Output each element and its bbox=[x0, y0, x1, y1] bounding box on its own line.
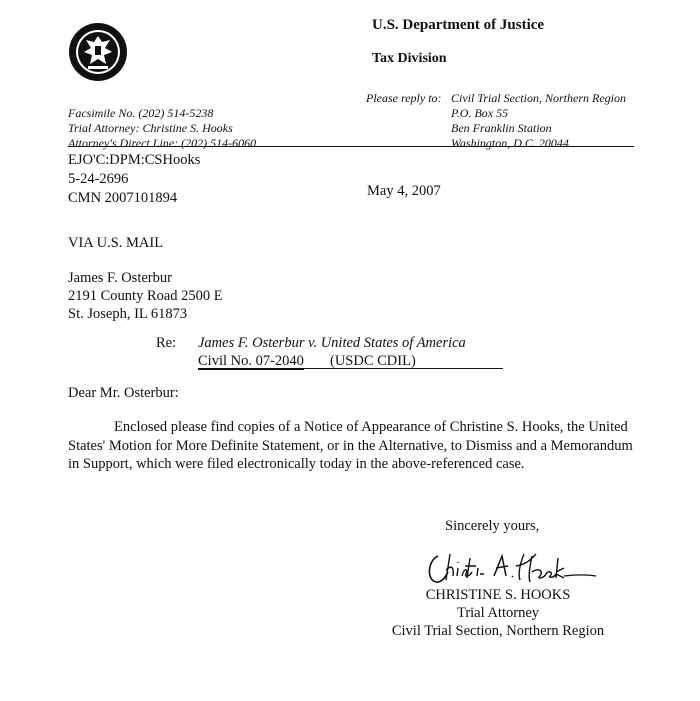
delivery-method: VIA U.S. MAIL bbox=[68, 235, 164, 251]
reference-line: 5-24-2696 bbox=[68, 171, 129, 187]
letterhead-divider bbox=[68, 146, 634, 147]
salutation: Dear Mr. Osterbur: bbox=[68, 385, 179, 401]
division-name: Tax Division bbox=[372, 51, 447, 66]
civil-number-text: Civil No. 07-2040 bbox=[198, 353, 304, 369]
letter-body: Enclosed please find copies of a Notice of Appearance of Christine S. Hooks, the United States' Motion for More Definite Statement, or in the Alternative, to Dismiss and a Memorandum in Support, which were filed electronically today in the above-referenced case. bbox=[68, 419, 633, 472]
reference-codes bbox=[68, 151, 200, 208]
recipient-line: St. Joseph, IL 61873 bbox=[68, 306, 188, 322]
recipient-address bbox=[68, 269, 223, 323]
reply-to-line: Washington, D.C. 20044 bbox=[451, 136, 569, 150]
department-name: U.S. Department of Justice bbox=[372, 17, 545, 33]
re-underline bbox=[198, 368, 503, 369]
reference-line: CMN 2007101894 bbox=[68, 190, 178, 206]
signer-section: Civil Trial Section, Northern Region bbox=[391, 623, 605, 639]
reply-to-line: Ben Franklin Station bbox=[451, 121, 552, 135]
contact-block bbox=[68, 106, 256, 151]
re-label: Re: bbox=[156, 335, 177, 351]
letter-date: May 4, 2007 bbox=[367, 183, 441, 199]
signer-title: Trial Attorney bbox=[456, 605, 540, 621]
reference-line: EJO'C:DPM:CSHooks bbox=[68, 152, 201, 168]
doj-seal-logo bbox=[68, 22, 128, 82]
reply-to-line: Civil Trial Section, Northern Region bbox=[451, 91, 626, 105]
direct-line: Attorney's Direct Line: (202) 514-6060 bbox=[68, 136, 257, 150]
re-court: (USDC CDIL) bbox=[330, 353, 416, 369]
signer-name: CHRISTINE S. HOOKS bbox=[425, 587, 571, 603]
facsimile-number: Facsimile No. (202) 514-5238 bbox=[68, 106, 214, 120]
recipient-line: 2191 County Road 2500 E bbox=[68, 288, 223, 304]
trial-attorney: Trial Attorney: Christine S. Hooks bbox=[68, 121, 233, 135]
re-case-name: James F. Osterbur v. United States of America bbox=[198, 335, 466, 351]
handwritten-signature bbox=[420, 546, 600, 590]
reply-to-label: Please reply to: bbox=[366, 91, 442, 105]
reply-to-line: P.O. Box 55 bbox=[451, 106, 509, 120]
closing: Sincerely yours, bbox=[445, 518, 540, 534]
reply-to-address bbox=[451, 91, 626, 151]
signature-block bbox=[380, 586, 616, 640]
recipient-line: James F. Osterbur bbox=[68, 270, 172, 286]
